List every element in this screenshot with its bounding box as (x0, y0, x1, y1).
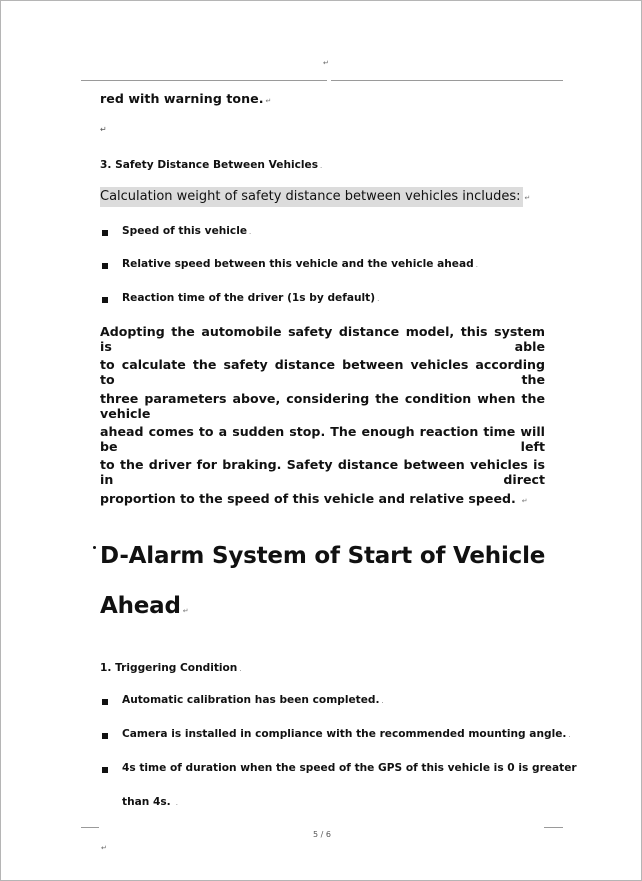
paragraph-line: to the driver for braking. Safety distance between vehicles is in direct (100, 457, 545, 487)
bullet-item-relative-speed: Relative speed between this vehicle and the vehicle ahead . (122, 258, 478, 270)
paragraph-line: Adopting the automobile safety distance model, this system is able (100, 324, 545, 354)
calc-heading-highlight: Calculation weight of safety distance between vehicles includes: (100, 187, 523, 207)
paragraph-line: ahead comes to a sudden stop. The enough reaction time will be left (100, 424, 545, 454)
heading-line-1: D-Alarm System of Start of Vehicle (100, 543, 546, 569)
text-line-warning: red with warning tone. ↵ (100, 91, 272, 106)
footer-rule-left (81, 827, 99, 828)
bullet-item-speed: Speed of this vehicle . (122, 225, 252, 237)
bullet-item-gps-continued: than 4s. . (122, 796, 178, 808)
bullet-item-reaction-time: Reaction time of the driver (1s by default) . (122, 292, 380, 304)
header-rule-right (331, 80, 563, 81)
bullet-icon (102, 230, 108, 236)
empty-paragraph-mark: ↵ (100, 125, 107, 134)
bullet-icon (102, 767, 108, 773)
header-rule-left (81, 80, 327, 81)
bullet-item-camera: Camera is installed in compliance with the recommended mounting angle. . (122, 728, 571, 740)
bullet-item-calibration: Automatic calibration has been completed. . (122, 694, 384, 706)
bullet-icon (102, 263, 108, 269)
paragraph-line-last: proportion to the speed of this vehicle and relative speed. ↵ (100, 491, 528, 506)
bullet-icon (102, 297, 108, 303)
section-title-triggering: 1. Triggering Condition . (100, 662, 242, 674)
bullet-icon (102, 699, 108, 705)
footer-rule-right (544, 827, 563, 828)
page-number: 5 / 6 (313, 830, 331, 839)
paragraph-dot-mark (93, 546, 96, 549)
calc-heading: Calculation weight of safety distance between vehicles includes: ↵ (100, 189, 530, 204)
section-title-safety-distance: 3. Safety Distance Between Vehicles . (100, 159, 323, 171)
heading-line-2: Ahead ↵ (100, 593, 189, 619)
footer-mark: ↵ (101, 844, 107, 852)
header-mark: ↵ (323, 59, 329, 67)
bullet-item-gps: 4s time of duration when the speed of the GPS of this vehicle is 0 is greater (122, 762, 577, 774)
paragraph-line: three parameters above, considering the condition when the vehicle (100, 391, 545, 421)
bullet-icon (102, 733, 108, 739)
paragraph-line: to calculate the safety distance between vehicles according to the (100, 357, 545, 387)
